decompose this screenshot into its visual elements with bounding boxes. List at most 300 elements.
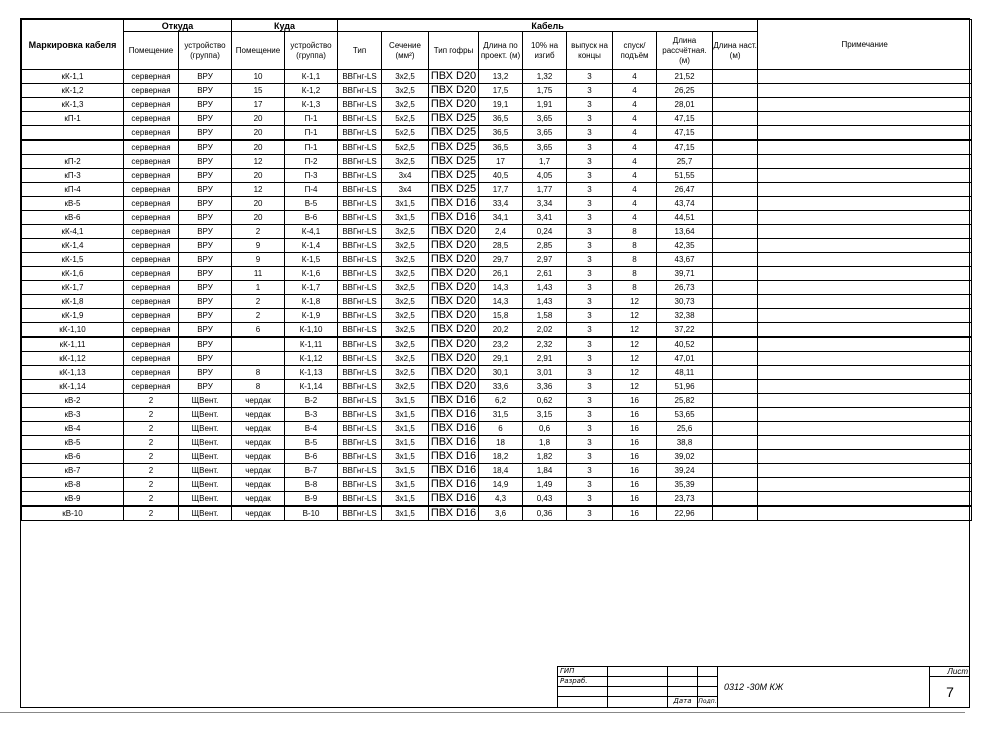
table-row [22, 239, 972, 253]
cell-length-project: 18,2 [479, 450, 523, 464]
cell-marking: кК-1,7 [22, 281, 124, 295]
cell-note [758, 140, 972, 155]
cell-device-to: П-1 [285, 112, 338, 126]
cell-length-project: 20,2 [479, 323, 523, 338]
cell-device-to: К-4,1 [285, 225, 338, 239]
cell-marking: кВ-3 [22, 408, 124, 422]
cell-note [758, 281, 972, 295]
table-row [22, 169, 972, 183]
cell-type: ВВГнг-LS [338, 352, 382, 366]
cell-ends: 3 [567, 169, 613, 183]
cell-ends: 3 [567, 281, 613, 295]
cell-room-from: серверная [124, 239, 179, 253]
cell-conduit: ПВХ D25 [429, 155, 479, 169]
cell-conduit: ПВХ D20 [429, 309, 479, 323]
cell-length-project: 23,2 [479, 337, 523, 352]
cell-drop: 16 [613, 394, 657, 408]
cell-section: 3х1,5 [382, 422, 429, 436]
cell-note [758, 450, 972, 464]
cell-length-actual [713, 126, 758, 141]
empty-cell [22, 521, 972, 535]
stamp-cell [558, 687, 608, 697]
cell-note [758, 70, 972, 84]
cell-device-to: К-1,8 [285, 295, 338, 309]
cell-length-calc: 26,47 [657, 183, 713, 197]
cell-length-actual [713, 84, 758, 98]
cell-conduit: ПВХ D16 [429, 436, 479, 450]
cell-bend: 1,91 [523, 98, 567, 112]
cell-length-actual [713, 422, 758, 436]
cell-bend: 1,77 [523, 183, 567, 197]
cell-conduit: ПВХ D16 [429, 394, 479, 408]
cell-length-calc: 47,01 [657, 352, 713, 366]
cell-type: ВВГнг-LS [338, 394, 382, 408]
cell-section: 3х1,5 [382, 394, 429, 408]
header-bend: 10% на изгиб [523, 32, 567, 70]
cell-length-calc: 37,22 [657, 323, 713, 338]
cell-marking: кП-3 [22, 169, 124, 183]
cell-room-from: 2 [124, 408, 179, 422]
cell-drop: 4 [613, 112, 657, 126]
cell-bend: 1,43 [523, 281, 567, 295]
cell-marking: кК-1,10 [22, 323, 124, 338]
cell-type: ВВГнг-LS [338, 450, 382, 464]
cell-room-from: серверная [124, 140, 179, 155]
cell-length-project: 29,1 [479, 352, 523, 366]
cell-drop: 12 [613, 309, 657, 323]
table-row [22, 309, 972, 323]
table-row [22, 408, 972, 422]
cell-type: ВВГнг-LS [338, 155, 382, 169]
cell-device-to: П-2 [285, 155, 338, 169]
table-row [22, 492, 972, 507]
cell-room-from: серверная [124, 197, 179, 211]
cell-ends: 3 [567, 506, 613, 521]
table-row [22, 225, 972, 239]
cell-length-project: 4,3 [479, 492, 523, 507]
cell-bend: 0,62 [523, 394, 567, 408]
stamp-cell [608, 667, 668, 677]
cell-type: ВВГнг-LS [338, 140, 382, 155]
cell-note [758, 436, 972, 450]
cell-device-from: ВРУ [179, 155, 232, 169]
cell-type: ВВГнг-LS [338, 267, 382, 281]
cell-drop: 12 [613, 380, 657, 394]
cell-marking: кК-1,4 [22, 239, 124, 253]
cell-device-from: ЩВент. [179, 492, 232, 507]
cell-length-project: 28,5 [479, 239, 523, 253]
cell-section: 3х2,5 [382, 352, 429, 366]
cell-device-from: ЩВент. [179, 436, 232, 450]
cell-device-from: ВРУ [179, 323, 232, 338]
cell-length-project: 30,1 [479, 366, 523, 380]
cell-device-from: ВРУ [179, 70, 232, 84]
cell-marking: кВ-6 [22, 450, 124, 464]
cell-room-to: 1 [232, 281, 285, 295]
cell-type: ВВГнг-LS [338, 169, 382, 183]
cell-marking: кК-1,12 [22, 352, 124, 366]
table-row [22, 84, 972, 98]
cell-device-from: ВРУ [179, 239, 232, 253]
cell-length-project: 17,5 [479, 84, 523, 98]
cell-ends: 3 [567, 253, 613, 267]
cell-length-calc: 26,25 [657, 84, 713, 98]
cell-marking: кК-1,2 [22, 84, 124, 98]
cell-room-to: чердак [232, 450, 285, 464]
cell-bend: 3,65 [523, 126, 567, 141]
cell-length-calc: 39,02 [657, 450, 713, 464]
header-marking: Маркировка кабеля [22, 20, 124, 70]
table-row [22, 281, 972, 295]
cell-section: 3х2,5 [382, 380, 429, 394]
cell-drop: 8 [613, 281, 657, 295]
cell-type: ВВГнг-LS [338, 98, 382, 112]
cell-length-calc: 21,52 [657, 70, 713, 84]
cell-length-actual [713, 337, 758, 352]
header-conduit: Тип гофры [429, 32, 479, 70]
table-row [22, 337, 972, 352]
table-row [22, 112, 972, 126]
cell-length-actual [713, 253, 758, 267]
cell-section: 5х2,5 [382, 126, 429, 141]
cell-section: 3х2,5 [382, 366, 429, 380]
cell-room-from: серверная [124, 155, 179, 169]
stamp-cell [668, 687, 698, 697]
cell-section: 3х2,5 [382, 225, 429, 239]
header-room-to: Помещение [232, 32, 285, 70]
cell-device-to: К-1,12 [285, 352, 338, 366]
cell-drop: 4 [613, 84, 657, 98]
cell-section: 3х1,5 [382, 450, 429, 464]
cell-room-to: 2 [232, 309, 285, 323]
cell-device-from: ЩВент. [179, 464, 232, 478]
cell-length-actual [713, 183, 758, 197]
cell-drop: 8 [613, 253, 657, 267]
cell-length-project: 34,1 [479, 211, 523, 225]
cell-room-from: серверная [124, 211, 179, 225]
cell-device-to: В-6 [285, 450, 338, 464]
cell-length-calc: 51,96 [657, 380, 713, 394]
cell-length-calc: 43,74 [657, 197, 713, 211]
cell-drop: 12 [613, 337, 657, 352]
cell-room-to: 17 [232, 98, 285, 112]
cell-type: ВВГнг-LS [338, 478, 382, 492]
cell-length-calc: 47,15 [657, 140, 713, 155]
cell-ends: 3 [567, 98, 613, 112]
cell-length-actual [713, 112, 758, 126]
stamp-cell [698, 687, 718, 697]
cell-length-calc: 35,39 [657, 478, 713, 492]
cell-device-from: ВРУ [179, 380, 232, 394]
cell-device-from: ВРУ [179, 352, 232, 366]
cell-room-to: 10 [232, 70, 285, 84]
cell-marking: кВ-8 [22, 478, 124, 492]
cell-conduit: ПВХ D25 [429, 169, 479, 183]
cell-bend: 2,02 [523, 323, 567, 338]
cell-marking: кП-2 [22, 155, 124, 169]
cell-note [758, 366, 972, 380]
table-row [22, 70, 972, 84]
cell-length-project: 18,4 [479, 464, 523, 478]
cell-length-project: 19,1 [479, 98, 523, 112]
cell-device-to: В-2 [285, 394, 338, 408]
cell-note [758, 323, 972, 338]
cell-device-from: ЩВент. [179, 422, 232, 436]
stamp-cell [698, 667, 718, 677]
cell-room-to: 20 [232, 169, 285, 183]
cell-drop: 16 [613, 464, 657, 478]
cell-type: ВВГнг-LS [338, 197, 382, 211]
cell-conduit: ПВХ D25 [429, 183, 479, 197]
cell-drop: 8 [613, 239, 657, 253]
header-device-to: устройство (группа) [285, 32, 338, 70]
cell-device-to: В-9 [285, 492, 338, 507]
cell-ends: 3 [567, 436, 613, 450]
cell-ends: 3 [567, 197, 613, 211]
cell-length-calc: 23,73 [657, 492, 713, 507]
cell-bend: 2,91 [523, 352, 567, 366]
cell-length-project: 6,2 [479, 394, 523, 408]
cell-room-from: 2 [124, 464, 179, 478]
header-from: Откуда [124, 20, 232, 32]
cell-conduit: ПВХ D20 [429, 281, 479, 295]
cell-room-to: 8 [232, 366, 285, 380]
cell-room-to: чердак [232, 408, 285, 422]
cell-length-calc: 47,15 [657, 112, 713, 126]
cell-section: 3х1,5 [382, 464, 429, 478]
cell-device-to: К-1,14 [285, 380, 338, 394]
cell-length-actual [713, 225, 758, 239]
cell-length-calc: 44,51 [657, 211, 713, 225]
cell-section: 3х1,5 [382, 478, 429, 492]
cell-device-to: К-1,13 [285, 366, 338, 380]
cell-conduit: ПВХ D20 [429, 323, 479, 338]
cell-type: ВВГнг-LS [338, 112, 382, 126]
cell-bend: 1,43 [523, 295, 567, 309]
cell-room-from: серверная [124, 253, 179, 267]
cell-note [758, 309, 972, 323]
cell-room-to: чердак [232, 506, 285, 521]
cell-type: ВВГнг-LS [338, 225, 382, 239]
cell-note [758, 169, 972, 183]
cell-type: ВВГнг-LS [338, 183, 382, 197]
cell-device-from: ЩВент. [179, 506, 232, 521]
cell-note [758, 126, 972, 141]
cell-length-project: 36,5 [479, 140, 523, 155]
cell-room-to: чердак [232, 492, 285, 507]
cell-type: ВВГнг-LS [338, 253, 382, 267]
cell-bend: 2,97 [523, 253, 567, 267]
stamp-sign: Подп. [698, 697, 718, 708]
cell-type: ВВГнг-LS [338, 337, 382, 352]
cell-length-actual [713, 478, 758, 492]
cell-type: ВВГнг-LS [338, 239, 382, 253]
cell-conduit: ПВХ D20 [429, 70, 479, 84]
cell-type: ВВГнг-LS [338, 422, 382, 436]
cell-device-from: ВРУ [179, 281, 232, 295]
cell-bend: 1,8 [523, 436, 567, 450]
cell-marking: кВ-10 [22, 506, 124, 521]
cell-bend: 2,32 [523, 337, 567, 352]
cell-type: ВВГнг-LS [338, 408, 382, 422]
cell-length-actual [713, 169, 758, 183]
cell-drop: 4 [613, 169, 657, 183]
cell-note [758, 394, 972, 408]
cell-device-to: В-4 [285, 422, 338, 436]
cell-room-from: серверная [124, 98, 179, 112]
cell-section: 3х2,5 [382, 98, 429, 112]
cell-type: ВВГнг-LS [338, 211, 382, 225]
cell-note [758, 253, 972, 267]
cell-ends: 3 [567, 394, 613, 408]
cell-device-from: ВРУ [179, 225, 232, 239]
drawing-sheet [20, 18, 970, 708]
cell-drop: 4 [613, 155, 657, 169]
table-row [22, 197, 972, 211]
cell-type: ВВГнг-LS [338, 492, 382, 507]
cell-bend: 2,61 [523, 267, 567, 281]
header-length-actual: Длина наст. (м) [713, 32, 758, 70]
cell-note [758, 492, 972, 507]
cell-conduit: ПВХ D16 [429, 492, 479, 507]
cell-device-from: ВРУ [179, 211, 232, 225]
table-row [22, 380, 972, 394]
cell-ends: 3 [567, 323, 613, 338]
cell-conduit: ПВХ D20 [429, 253, 479, 267]
cell-length-project: 33,6 [479, 380, 523, 394]
header-cable: Кабель [338, 20, 758, 32]
cell-drop: 16 [613, 478, 657, 492]
cell-length-project: 36,5 [479, 112, 523, 126]
cell-device-from: ВРУ [179, 197, 232, 211]
cell-length-actual [713, 408, 758, 422]
cell-device-from: ВРУ [179, 98, 232, 112]
table-row [22, 126, 972, 141]
cell-length-actual [713, 352, 758, 366]
cell-room-from: 2 [124, 450, 179, 464]
stamp-cell [608, 697, 668, 708]
header-type: Тип [338, 32, 382, 70]
cell-ends: 3 [567, 211, 613, 225]
cell-ends: 3 [567, 450, 613, 464]
cell-drop: 4 [613, 98, 657, 112]
header-section: Сечение (мм²) [382, 32, 429, 70]
cell-length-actual [713, 366, 758, 380]
cell-drop: 12 [613, 295, 657, 309]
cell-length-actual [713, 323, 758, 338]
cell-section: 3х1,5 [382, 408, 429, 422]
cell-marking: кК-1,3 [22, 98, 124, 112]
cell-length-calc: 48,11 [657, 366, 713, 380]
cell-length-project: 2,4 [479, 225, 523, 239]
cell-marking: кК-1,9 [22, 309, 124, 323]
cell-bend: 3,34 [523, 197, 567, 211]
cell-note [758, 267, 972, 281]
cell-room-from: серверная [124, 267, 179, 281]
cell-conduit: ПВХ D25 [429, 126, 479, 141]
cell-room-to: 9 [232, 239, 285, 253]
cell-bend: 3,15 [523, 408, 567, 422]
cell-note [758, 211, 972, 225]
header-to: Куда [232, 20, 338, 32]
cell-room-to: 9 [232, 253, 285, 267]
cell-marking: кК-1,14 [22, 380, 124, 394]
frame-line [0, 712, 965, 713]
cell-room-from: серверная [124, 183, 179, 197]
cell-conduit: ПВХ D16 [429, 478, 479, 492]
cell-bend: 3,65 [523, 112, 567, 126]
cell-marking: кК-4,1 [22, 225, 124, 239]
cell-length-calc: 25,6 [657, 422, 713, 436]
cell-length-calc: 13,64 [657, 225, 713, 239]
cell-device-to: В-7 [285, 464, 338, 478]
cell-length-actual [713, 450, 758, 464]
cell-length-actual [713, 197, 758, 211]
cell-conduit: ПВХ D16 [429, 408, 479, 422]
cell-bend: 1,84 [523, 464, 567, 478]
cell-conduit: ПВХ D20 [429, 239, 479, 253]
cell-marking: кП-4 [22, 183, 124, 197]
cell-room-from: серверная [124, 84, 179, 98]
cell-room-from: 2 [124, 422, 179, 436]
cell-ends: 3 [567, 366, 613, 380]
cell-section: 3х1,5 [382, 197, 429, 211]
cell-bend: 1,58 [523, 309, 567, 323]
cell-ends: 3 [567, 155, 613, 169]
cell-note [758, 112, 972, 126]
cell-drop: 16 [613, 506, 657, 521]
cell-drop: 16 [613, 408, 657, 422]
cell-ends: 3 [567, 492, 613, 507]
cell-ends: 3 [567, 464, 613, 478]
cell-drop: 4 [613, 197, 657, 211]
cell-conduit: ПВХ D16 [429, 211, 479, 225]
cell-length-calc: 22,96 [657, 506, 713, 521]
cell-section: 3х2,5 [382, 323, 429, 338]
cell-section: 3х2,5 [382, 295, 429, 309]
table-row [22, 211, 972, 225]
cell-room-to: 15 [232, 84, 285, 98]
cell-section: 3х4 [382, 183, 429, 197]
cell-length-project: 13,2 [479, 70, 523, 84]
cell-drop: 4 [613, 183, 657, 197]
table-row [22, 366, 972, 380]
cell-drop: 4 [613, 126, 657, 141]
cell-length-actual [713, 309, 758, 323]
cell-device-to: К-1,3 [285, 98, 338, 112]
stamp-cell [668, 677, 698, 687]
cell-length-project: 31,5 [479, 408, 523, 422]
cell-conduit: ПВХ D20 [429, 295, 479, 309]
cell-conduit: ПВХ D20 [429, 84, 479, 98]
cell-device-to: К-1,5 [285, 253, 338, 267]
cell-marking: кК-1,1 [22, 70, 124, 84]
stamp-cell [698, 677, 718, 687]
cell-conduit: ПВХ D20 [429, 267, 479, 281]
cell-length-calc: 25,7 [657, 155, 713, 169]
cell-length-actual [713, 98, 758, 112]
cell-marking: кК-1,6 [22, 267, 124, 281]
cell-length-calc: 26,73 [657, 281, 713, 295]
cell-note [758, 506, 972, 521]
cell-room-from: серверная [124, 126, 179, 141]
cell-bend: 1,82 [523, 450, 567, 464]
cell-length-project: 14,3 [479, 295, 523, 309]
cell-bend: 3,41 [523, 211, 567, 225]
cell-marking: кВ-2 [22, 394, 124, 408]
cell-drop: 12 [613, 352, 657, 366]
cell-type: ВВГнг-LS [338, 506, 382, 521]
